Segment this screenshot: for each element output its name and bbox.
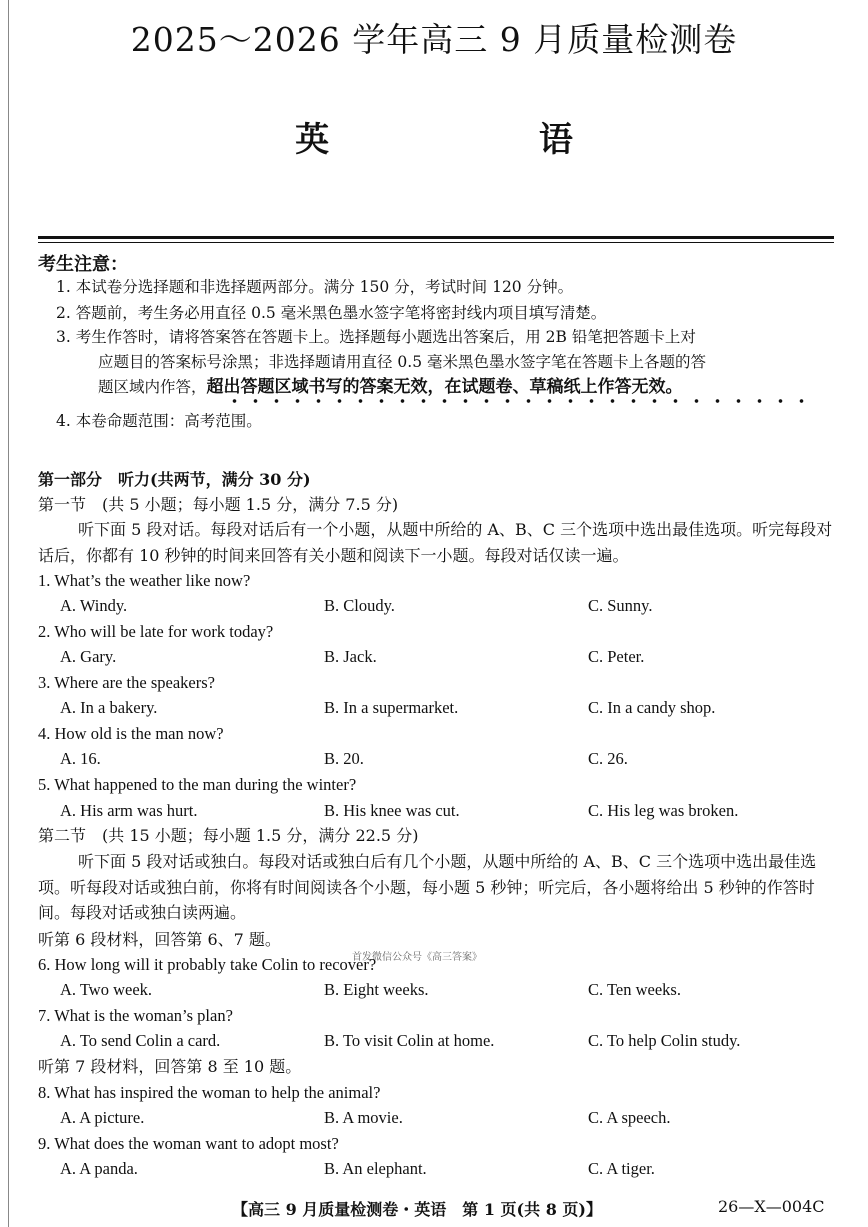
question-8-option-b: B. A movie. (324, 1108, 403, 1127)
question-5-option-b: B. His knee was cut. (324, 801, 460, 820)
question-4-option-b: B. 20. (324, 749, 364, 768)
question-9: 9. What does the woman want to adopt most? (38, 1134, 339, 1153)
question-6-option-b: B. Eight weeks. (324, 980, 429, 999)
question-2-option-c: C. Peter. (588, 647, 645, 666)
header-rule-thin (38, 242, 834, 243)
question-5-option-c: C. His leg was broken. (588, 801, 739, 820)
question-3-option-c: C. In a candy shop. (588, 698, 716, 717)
subject-title: 英 语 (295, 120, 647, 160)
question-7: 7. What is the woman’s plan? (38, 1006, 233, 1025)
question-4-option-a: A. 16. (60, 749, 101, 768)
notice-item-4: 4. 本卷命题范围：高考范围。 (56, 412, 262, 430)
exam-code: 26—X—004C (718, 1197, 825, 1216)
notice-item-3-line-3 (98, 374, 838, 400)
material-6-note: 听第 6 段材料，回答第 6、7 题。 (38, 930, 281, 949)
section1-heading: 第一节 (共 5 小题；每小题 1.5 分，满分 7.5 分) (38, 495, 399, 514)
exam-title: 2025～2026 学年高三 9 月质量检测卷 (130, 20, 738, 59)
page-edge-line (8, 0, 9, 1227)
question-1-option-b: B. Cloudy. (324, 596, 395, 615)
notice-item-3-line-1: 3. 考生作答时，请将答案答在答题卡上。选择题每小题选出答案后，用 2B 铅笔把答题卡上对 (56, 328, 696, 346)
question-8: 8. What has inspired the woman to help the animal? (38, 1083, 381, 1102)
question-3: 3. Where are the speakers? (38, 673, 215, 692)
notice-heading: 考生注意： (38, 254, 128, 275)
question-3-option-b: B. In a supermarket. (324, 698, 459, 717)
emphasis-dots (224, 399, 804, 403)
question-3-option-a: A. In a bakery. (60, 698, 158, 717)
section2-instructions: 听下面 5 段对话或独白。每段对话或独白后有几个小题，从题中所给的 A、B、C 三个选项中选出最佳选项。听每段对话或独白前，你将有时间阅读各个小题，每小题 5 秒钟；听完后，各小题将给出 5 秒钟的作答时间。每段对话或独白读两遍。 (38, 852, 817, 922)
notice-item-1: 1. 本试卷分选择题和非选择题两部分。满分 150 分，考试时间 120 分钟。 (56, 278, 574, 296)
part1-heading: 第一部分 听力(共两节，满分 30 分) (38, 470, 311, 489)
question-9-option-c: C. A tiger. (588, 1159, 655, 1178)
page-footer: 【高三 9 月质量检测卷・英语 第 1 页(共 8 页)】 (232, 1200, 602, 1219)
question-4: 4. How old is the man now? (38, 724, 224, 743)
question-6: 6. How long will it probably take Colin to recover? (38, 955, 377, 974)
question-7-option-b: B. To visit Colin at home. (324, 1031, 495, 1050)
header-rule-thick (38, 236, 834, 239)
question-1: 1. What’s the weather like now? (38, 571, 251, 590)
question-7-option-a: A. To send Colin a card. (60, 1031, 221, 1050)
question-8-option-c: C. A speech. (588, 1108, 671, 1127)
question-2: 2. Who will be late for work today? (38, 622, 274, 641)
question-5: 5. What happened to the man during the winter? (38, 775, 357, 794)
notice-item-2: 2. 答题前，考生务必用直径 0.5 毫米黑色墨水签字笔将密封线内项目填写清楚。 (56, 304, 607, 322)
question-2-option-a: A. Gary. (60, 647, 117, 666)
question-6-option-a: A. Two week. (60, 980, 153, 999)
question-6-option-c: C. Ten weeks. (588, 980, 681, 999)
question-4-option-c: C. 26. (588, 749, 628, 768)
question-5-option-a: A. His arm was hurt. (60, 801, 198, 820)
question-7-option-c: C. To help Colin study. (588, 1031, 741, 1050)
material-7-note: 听第 7 段材料，回答第 8 至 10 题。 (38, 1057, 302, 1076)
question-9-option-a: A. A panda. (60, 1159, 138, 1178)
notice-item-3-plain: 题区域内作答， (98, 378, 207, 396)
notice-item-3-line-2: 应题目的答案标号涂黑；非选择题请用直径 0.5 毫米黑色墨水签字笔在答题卡上各题的答 (98, 353, 707, 371)
question-2-option-b: B. Jack. (324, 647, 377, 666)
section2-heading: 第二节 (共 15 小题；每小题 1.5 分，满分 22.5 分) (38, 826, 419, 845)
section1-instructions: 听下面 5 段对话。每段对话后有一个小题，从题中所给的 A、B、C 三个选项中选出最佳选项。听完每段对话后，你都有 10 秒钟的时间来回答有关小题和阅读下一小题。每段对话仅读一遍。 (38, 520, 833, 565)
question-8-option-a: A. A picture. (60, 1108, 145, 1127)
question-9-option-b: B. An elephant. (324, 1159, 427, 1178)
question-1-option-a: A. Windy. (60, 596, 128, 615)
notice-item-3-emphasis: 超出答题区域书写的答案无效，在试题卷、草稿纸上作答无效。 (206, 377, 683, 397)
question-1-option-c: C. Sunny. (588, 596, 653, 615)
watermark-text: 首发微信公众号《高三答案》 (352, 952, 482, 963)
